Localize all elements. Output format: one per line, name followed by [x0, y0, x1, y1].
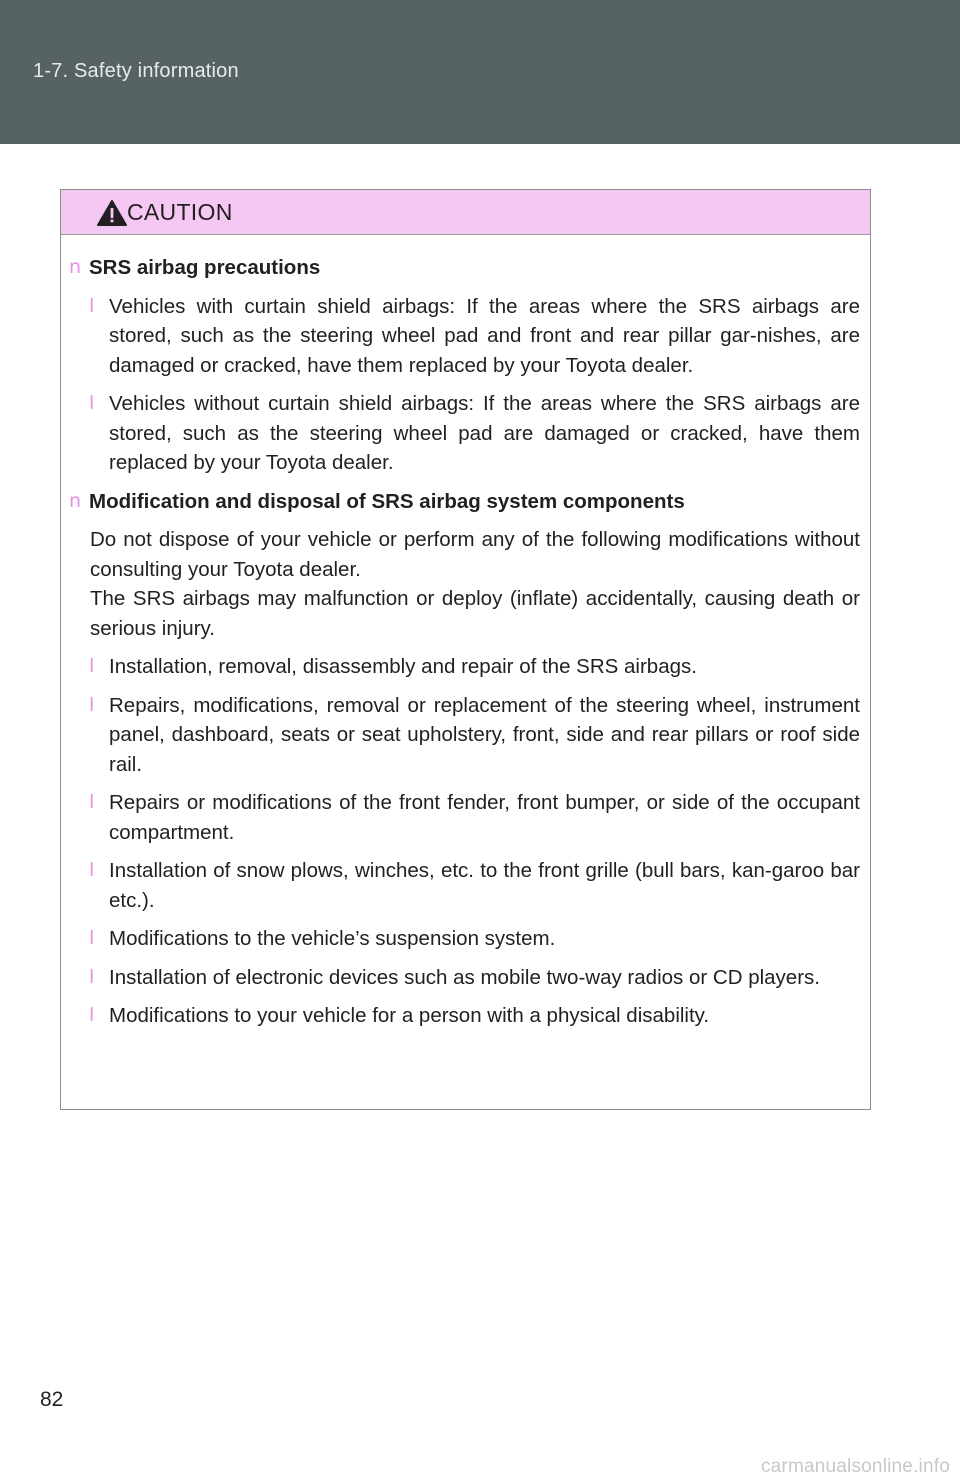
heading-marker: n: [69, 256, 82, 278]
list-item: [69, 652, 860, 682]
section-title: 1-7. Safety information: [33, 60, 239, 82]
list-item: [69, 292, 860, 381]
bullet-marker: l: [89, 927, 95, 949]
caution-box: [60, 189, 871, 1110]
paragraph: The SRS airbags may malfunction or deploy (inflate) accidentally, causing death or serious injury.: [90, 587, 860, 640]
list-item: [69, 389, 860, 478]
caution-title: CAUTION: [127, 199, 233, 225]
list-item: [69, 788, 860, 847]
bullet-marker: l: [89, 392, 95, 414]
page-number: 82: [40, 1388, 64, 1411]
list-item-text: Installation of electronic devices such as mobile two-way radios or CD players.: [109, 965, 820, 989]
list-item-text: Modifications to the vehicle’s suspension system.: [109, 927, 556, 950]
bullet-marker: l: [89, 655, 95, 677]
list-item-text: Vehicles with curtain shield airbags: If the areas where the SRS airbags are stored, such as the steering wheel pad and front and rear pillar gar-nishes, are damaged or cracked, have them replaced by your Toyota dealer.: [109, 294, 860, 377]
list-item: [69, 856, 860, 915]
bullet-marker: l: [89, 791, 95, 813]
caution-header: [61, 190, 870, 235]
paragraph: Do not dispose of your vehicle or perform any of the following modifications without consulting your Toyota dealer.: [90, 528, 860, 581]
bullet-marker: l: [89, 965, 95, 988]
bullet-marker: l: [89, 693, 95, 716]
watermark: carmanualsonline.info: [760, 1456, 950, 1477]
list-item-text: Repairs or modifications of the front fender, front bumper, or side of the occupant compartment.: [109, 791, 860, 844]
header-bar: [0, 0, 960, 144]
list-item-text: Repairs, modifications, removal or replacement of the steering wheel, instrument panel, dashboard, seats or seat upholstery, front, side and rear pillars or roof side rail.: [109, 693, 860, 776]
list-item-text: Installation, removal, disassembly and repair of the SRS airbags.: [109, 655, 697, 678]
bullet-marker: l: [89, 294, 95, 317]
heading-text: SRS airbag precautions: [89, 256, 321, 279]
list-item-text: Installation of snow plows, winches, etc. to the front grille (bull bars, kan-garoo bar etc.).: [109, 859, 860, 912]
bullet-marker: l: [89, 1004, 95, 1026]
list-item: [69, 1001, 860, 1031]
list-item: [69, 924, 860, 954]
section-heading: [69, 253, 860, 283]
list-item-text: Modifications to your vehicle for a person with a physical disability.: [109, 1004, 710, 1027]
list-item: [69, 691, 860, 780]
section-heading: [69, 487, 860, 517]
list-item-text: Vehicles without curtain shield airbags: If the areas where the SRS airbags are stored, such as the steering wheel pad are damaged or cracked, have them replaced by your Toyota dealer.: [109, 392, 860, 474]
caution-body: [61, 235, 870, 1031]
list-item: [69, 963, 860, 993]
heading-marker: n: [69, 489, 82, 512]
bullet-marker: l: [89, 859, 95, 881]
heading-text: Modification and disposal of SRS airbag system components: [89, 489, 685, 513]
warning-triangle-icon: [96, 199, 128, 227]
